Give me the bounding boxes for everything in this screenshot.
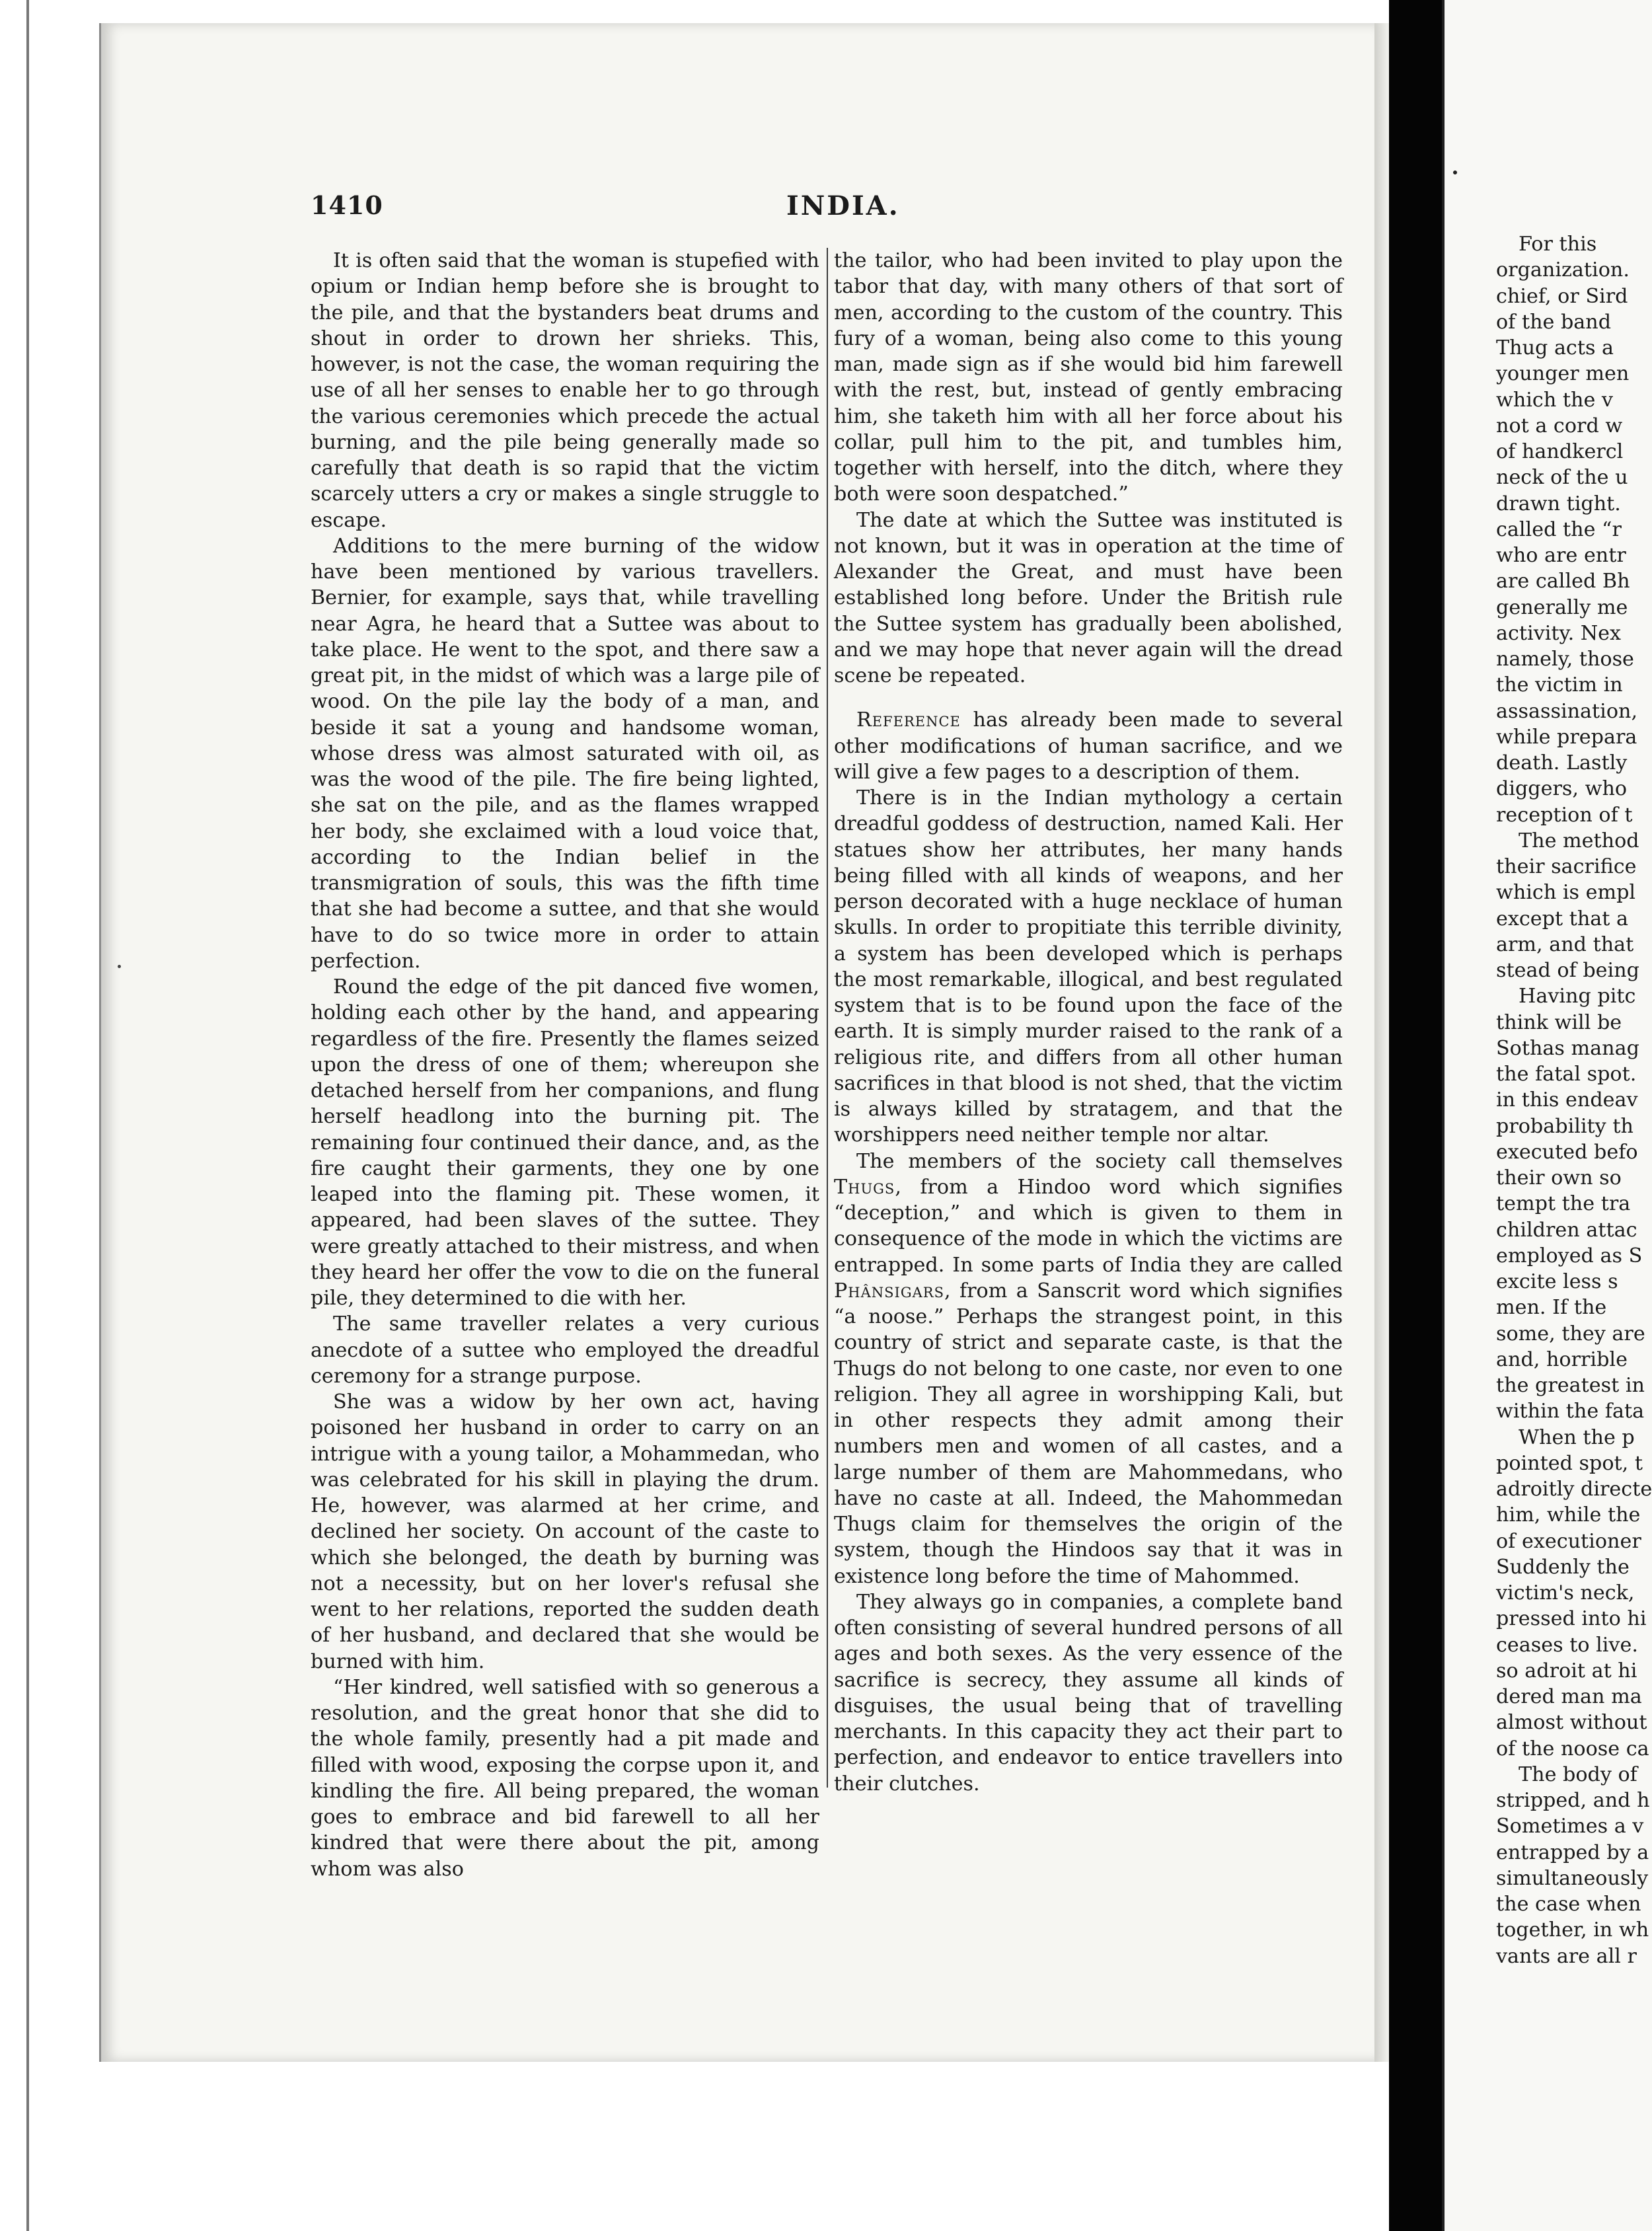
facing-page-line: namely, those: [1496, 648, 1634, 671]
facing-page-line: within the fata: [1496, 1400, 1645, 1423]
facing-page-line: adroitly directe: [1496, 1478, 1652, 1501]
facing-page-line: stead of being: [1496, 959, 1639, 982]
page-edge: [1374, 23, 1389, 2062]
facing-page-line: the case when: [1496, 1893, 1641, 1916]
facing-page-line: younger men: [1496, 362, 1630, 386]
facing-page-line: who are entr: [1496, 544, 1626, 567]
facing-page-line: dered man ma: [1496, 1685, 1642, 1708]
facing-page-line: death. Lastly: [1496, 751, 1628, 775]
facing-page-line: probability th: [1496, 1114, 1633, 1138]
facing-page-line: chief, or Sird: [1496, 284, 1628, 308]
paragraph: The date at which the Suttee was instituted is not known, but it was in operation at the time of Alexander the Great, and must have been established long before. Under the British rule the Suttee system has gradually been abolished, and we may hope that never again will the dread scene be repeated.: [834, 508, 1343, 687]
facing-page-line: not a cord w: [1496, 414, 1623, 437]
facing-page-line: The method: [1519, 829, 1639, 852]
facing-page-line: diggers, who: [1496, 777, 1628, 801]
facing-page-line: the victim in: [1496, 673, 1623, 697]
facing-page-line: executed befo: [1496, 1140, 1638, 1164]
facing-page-line: are called Bh: [1496, 570, 1630, 593]
facing-page-line: together, in wh: [1496, 1918, 1649, 1942]
facing-page-line: ceases to live.: [1496, 1633, 1638, 1657]
facing-page-line: pressed into hi: [1496, 1607, 1647, 1631]
facing-page-line: reception of t: [1496, 803, 1633, 827]
facing-page-line: pointed spot, t: [1496, 1451, 1643, 1475]
paragraph: She was a widow by her own act, having poisoned her husband in order to carry on an intrigue with a young tailor, a Mohammedan, who was celebrated for his skill in playing the drum. He, however, was alarmed at her crime, and declined her society. On account of the caste to which she belonged, the death by burning was not a necessity, but on her lover's refusal she went to her relations, reported the sudden death of her husband, and declared that she would be burned with him.: [311, 1390, 819, 1673]
facing-page-line: The body of: [1519, 1762, 1637, 1786]
facing-page-line: Having pitc: [1519, 985, 1636, 1008]
running-head: INDIA.: [786, 190, 900, 221]
column-rule: [827, 248, 828, 1788]
book-gutter: [1389, 0, 1442, 2231]
facing-page-line: vants are all r: [1496, 1944, 1637, 1968]
term-phansigars: Phânsigars: [834, 1279, 944, 1303]
facing-page-line: of handkercl: [1496, 440, 1624, 463]
facing-page-line: their sacrifice: [1496, 855, 1637, 878]
facing-page-line: except that a: [1496, 907, 1629, 930]
paragraph: Additions to the mere burning of the widow have been mentioned by various travellers. Bernier, for example, says that, while travelling near Agra, he heard that a Suttee was about to take place. He went to the spot, and there saw a great pit, in the midst of which was a large pile of wood. On the pile lay the body of a man, and beside it sat a young and handsome woman, whose dress was almost saturated with oil, as was the wood of the pile. The fire being lighted, she sat on the pile, and as the flames wrapped her body, she exclaimed with a loud voice that, according to the Indian belief in the transmigration of souls, this was the fifth time that she had become a suttee, and that she would have to do so twice more in order to attain perfection.: [311, 534, 819, 973]
scan-margin: [99, 2062, 1389, 2231]
lead-word: Reference: [856, 708, 961, 732]
facing-page-text: [1496, 231, 1652, 1969]
facing-page-line: simultaneously: [1496, 1866, 1649, 1890]
ink-speck: [118, 965, 121, 968]
paragraph: “Her kindred, well satisfied with so generous a resolution, and the great honor that she did to the whole family, presently had a pit made and filled with wood, exposing the corpse upon it, and kindling the fire. All being prepared, the woman goes to embrace and bid farewell to all her kindred that were there about the pit, among whom was also: [311, 1675, 819, 1881]
facing-page-line: generally me: [1496, 595, 1628, 619]
paragraph: the tailor, who had been invited to play upon the tabor that day, with many others of that sort of men, according to the custom of the country. This fury of a woman, being also come to this young man, made sign as if she would bid him farewell with the rest, but, instead of gently embracing him, she taketh him with all her force about his collar, pull him to the pit, and tumbles him, together with herself, into the ditch, where they both were soon despatched.”: [834, 249, 1343, 506]
facing-page-line: of the band: [1496, 310, 1612, 334]
facing-page-line: Sothas manag: [1496, 1036, 1639, 1060]
facing-page-line: employed as S: [1496, 1244, 1643, 1267]
facing-page-line: so adroit at hi: [1496, 1659, 1637, 1683]
section-paragraph: Reference has already been made to several other modifications of human sacrifice, and we will give a few pages to a description of them.: [834, 708, 1343, 784]
facing-page-line: neck of the u: [1496, 466, 1628, 490]
paragraph: There is in the Indian mythology a certain dreadful goddess of destruction, named Kali. Her statues show her attributes, her many hands being filled with all kinds of weapons, and her person decorated with a huge necklace of human skulls. In order to propitiate this terrible divinity, a system has been developed which is perhaps the most remarkable, illogical, and best regulated system that is to be found upon the face of the earth. It is simply murder raised to the rank of a religious rite, and differs from all other human sacrifices in that blood is not shed, that the victim is always killed by stratagem, and that the worshippers need neither temple nor altar.: [834, 786, 1343, 1147]
facing-page-line: activity. Nex: [1496, 621, 1622, 645]
facing-page-line: organization.: [1496, 258, 1630, 282]
scan-border: [0, 0, 29, 2231]
facing-page-line: him, while the: [1496, 1503, 1641, 1527]
facing-page-line: men. If the: [1496, 1296, 1607, 1320]
paragraph: Round the edge of the pit danced five women, holding each other by the hand, and appearing regardless of the fire. Presently the flames seized upon the dress of one of them; whereupon she detached herself from her companions, and flung herself headlong into the burning pit. The remaining four continued their dance, and, as the fire caught their garments, they one by one leaped into the flaming pit. These women, it appeared, had been slaves of the suttee. They were greatly attached to their mistress, and when they heard her offer the vow to die on the funeral pile, they determined to die with her.: [311, 975, 819, 1310]
paragraph: The same traveller relates a very curious anecdote of a suttee who employed the dreadful ceremony for a strange purpose.: [311, 1312, 819, 1388]
right-column: [834, 248, 1343, 1797]
facing-page-line: When the p: [1519, 1425, 1635, 1449]
facing-page-line: children attac: [1496, 1218, 1637, 1242]
paragraph: They always go in companies, a complete band often consisting of several hundred persons of all ages and both sexes. As the very essence of the sacrifice is secrecy, they assume all kinds of disguises, the usual being that of travelling merchants. In this capacity they act their part to perfection, and endeavor to entice travellers into their clutches.: [834, 1590, 1343, 1796]
facing-page-line: called the “r: [1496, 517, 1622, 541]
facing-page-line: of executioner: [1496, 1529, 1641, 1553]
facing-page-line: the greatest in: [1496, 1374, 1645, 1397]
facing-page-line: almost without: [1496, 1711, 1647, 1735]
facing-page-line: assassination,: [1496, 699, 1638, 723]
facing-page-line: of the noose ca: [1496, 1737, 1649, 1760]
facing-page-line: in this endeav: [1496, 1088, 1638, 1112]
facing-page-line: while prepara: [1496, 725, 1637, 749]
page-number: 1410: [311, 190, 383, 220]
left-column: [311, 248, 819, 1882]
facing-page-line: which is empl: [1496, 881, 1636, 905]
facing-page-line: entrapped by a: [1496, 1840, 1649, 1864]
term-thugs: Thugs: [834, 1175, 895, 1199]
page-header: [311, 190, 1289, 223]
paragraph: The members of the society call themselves Thugs, from a Hindoo word which signifies “deception,” and which is given to them in consequence of the mode in which the victims are entrapped. In some parts of India they are called Phânsigars, from a Sanscrit word which signifies “a noose.” Perhaps the strangest point, in this country of strict and separate caste, is that the Thugs do not belong to one caste, nor even to one religion. They all agree in worshipping Kali, but in other respects they admit among their numbers men and women of all castes, and a large number of them are Mahommedans, who have no caste at all. Indeed, the Mahommedan Thugs claim for themselves the origin of the system, though the Hindoos say that it was in existence long before the time of Mahommed.: [834, 1149, 1343, 1588]
facing-page-line: think will be: [1496, 1010, 1622, 1034]
ink-speck: [1453, 170, 1457, 174]
facing-page-line: excite less s: [1496, 1270, 1618, 1293]
facing-page-line: and, horrible: [1496, 1347, 1628, 1371]
facing-page-line: tempt the tra: [1496, 1192, 1631, 1216]
facing-page-line: drawn tight.: [1496, 492, 1621, 515]
facing-page-line: Suddenly the: [1496, 1555, 1630, 1579]
facing-page-line: Thug acts a: [1496, 336, 1614, 359]
facing-page-line: arm, and that: [1496, 932, 1634, 956]
facing-page-line: For this: [1519, 233, 1597, 256]
facing-page-line: Sometimes a v: [1496, 1815, 1644, 1838]
facing-page-line: which the v: [1496, 388, 1613, 412]
facing-page-line: stripped, and h: [1496, 1789, 1650, 1812]
facing-page-line: their own so: [1496, 1166, 1622, 1190]
facing-page-line: victim's neck,: [1496, 1581, 1635, 1605]
paragraph: It is often said that the woman is stupefied with opium or Indian hemp before she is brought to the pile, and that the bystanders beat drums and shout in order to drown her shrieks. This, however, is not the case, the woman requiring the use of all her senses to enable her to go through the various ceremonies which precede the actual burning, and the pile being generally made so carefully that death is so rapid that the victim scarcely utters a cry or makes a single struggle to escape.: [311, 249, 819, 532]
facing-page-line: the fatal spot.: [1496, 1063, 1637, 1086]
facing-page-line: some, they are: [1496, 1322, 1645, 1345]
